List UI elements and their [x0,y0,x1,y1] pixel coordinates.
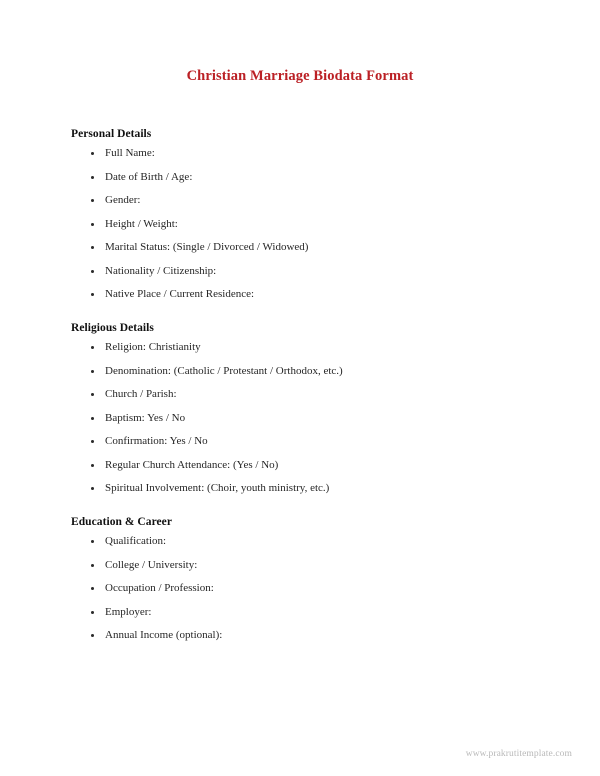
bullet-icon [91,487,94,490]
section-item-list [71,536,541,641]
document-body [71,128,541,663]
section-religious-details [71,322,541,494]
list-item-label: Spiritual Involvement: (Choir, youth ministry, etc.) [105,482,330,494]
list-item-label: Confirmation: Yes / No [105,435,208,447]
list-item-label: Qualification: [105,535,167,547]
bullet-icon [91,634,94,637]
bullet-icon [91,246,94,249]
bullet-icon [91,393,94,396]
list-item [71,266,541,277]
list-item-label: Church / Parish: [105,388,177,400]
bullet-icon [91,270,94,273]
list-item [71,195,541,206]
bullet-icon [91,564,94,567]
section-heading: Religious Details [71,322,154,334]
bullet-icon [91,464,94,467]
bullet-icon [91,540,94,543]
list-item-label: Baptism: Yes / No [105,411,186,424]
list-item [71,289,541,300]
list-item-label: Occupation / Profession: [105,582,214,594]
bullet-icon [91,611,94,614]
list-item [71,389,541,400]
list-item [71,219,541,230]
list-item [71,413,541,424]
list-item-label: Regular Church Attendance: (Yes / No) [105,458,279,471]
list-item-label: Religion: Christianity [105,341,201,353]
bullet-icon [91,199,94,202]
list-item-label: Annual Income (optional): [105,629,223,641]
list-item [71,342,541,353]
list-item-label: Gender: [105,194,141,206]
list-item [71,242,541,253]
list-item [71,607,541,618]
bullet-icon [91,223,94,226]
bullet-icon [91,587,94,590]
bullet-icon [91,176,94,179]
section-item-list [71,148,541,300]
list-item-label: Full Name: [105,147,155,159]
list-item [71,366,541,377]
list-item-label: Nationality / Citizenship: [105,264,217,277]
list-item-label: Denomination: (Catholic / Protestant / Orthodox, etc.) [105,364,343,377]
list-item [71,460,541,471]
list-item [71,172,541,183]
bullet-icon [91,293,94,296]
bullet-icon [91,370,94,373]
section-heading: Education & Career [71,516,172,528]
list-item [71,560,541,571]
list-item [71,583,541,594]
list-item [71,483,541,494]
section-item-list [71,342,541,494]
list-item-label: Marital Status: (Single / Divorced / Widowed) [105,241,309,253]
list-item-label: Height / Weight: [105,217,178,230]
list-item-label: Native Place / Current Residence: [105,288,255,300]
section-education-career [71,516,541,641]
section-personal-details [71,128,541,300]
list-item [71,536,541,547]
bullet-icon [91,417,94,420]
list-item [71,148,541,159]
bullet-icon [91,152,94,155]
list-item-label: Date of Birth / Age: [105,170,193,183]
list-item-label: Employer: [105,605,152,618]
watermark-url: www.prakrutitemplate.com [465,749,572,759]
bullet-icon [91,346,94,349]
list-item [71,436,541,447]
section-heading: Personal Details [71,128,152,140]
list-item-label: College / University: [105,558,198,571]
list-item [71,630,541,641]
page-title: Christian Marriage Biodata Format [186,68,414,84]
bullet-icon [91,440,94,443]
